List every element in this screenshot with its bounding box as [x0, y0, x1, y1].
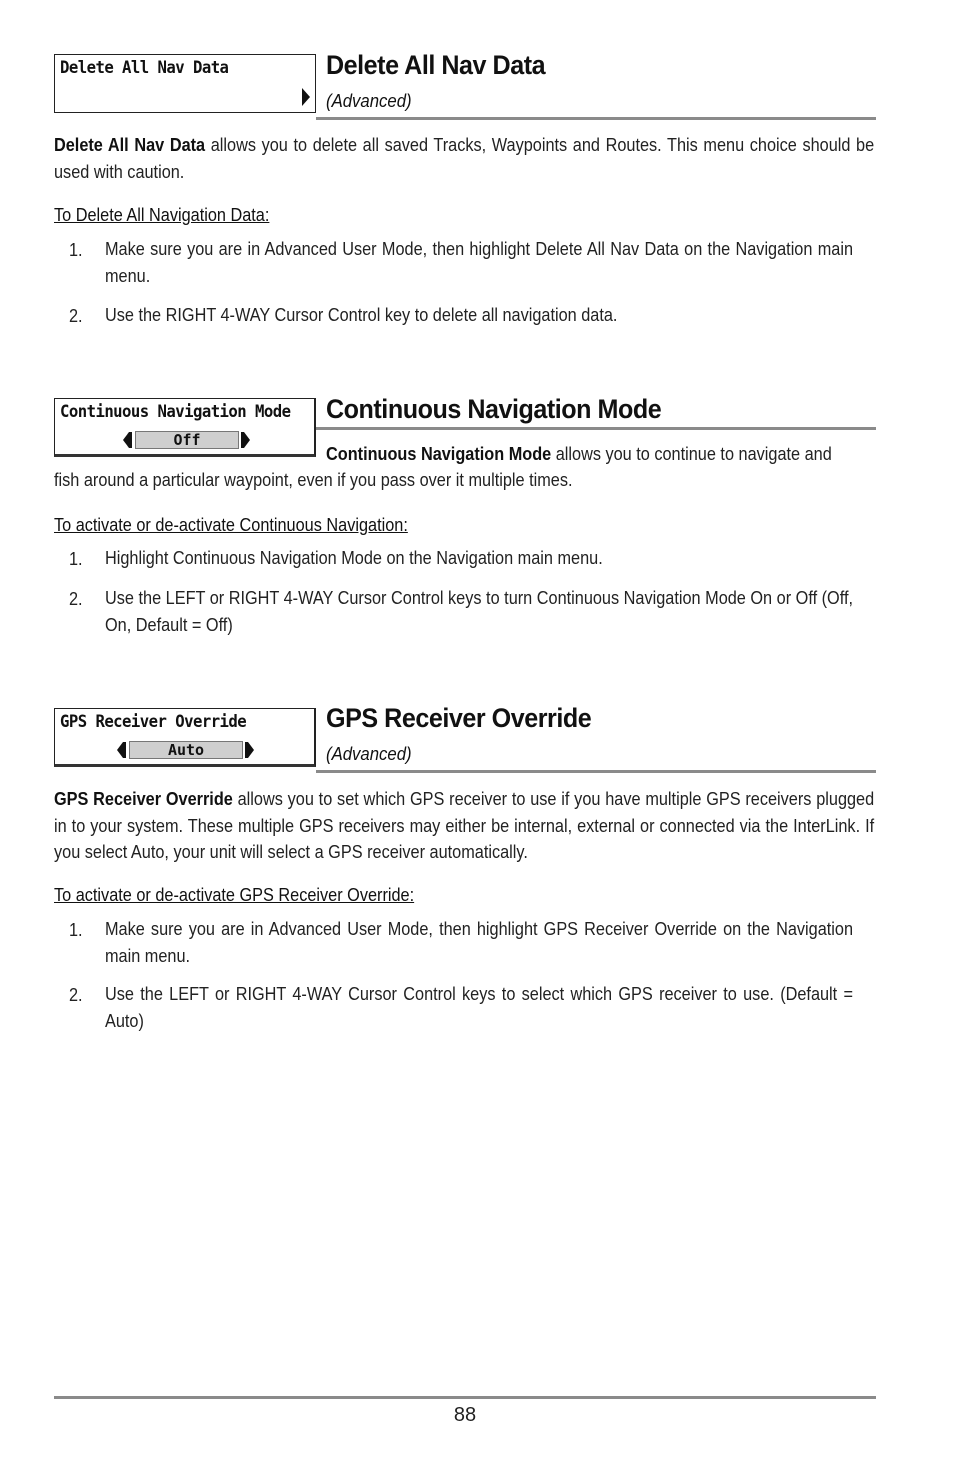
- right-arrow-icon[interactable]: [248, 742, 254, 758]
- description-body: allows you to delete all saved Tracks, Waypoints and Routes. This menu choice should be used with caution.: [54, 134, 875, 182]
- procedure-title: To activate or de-activate Continuous Navigation:: [54, 514, 408, 535]
- selected-value: Auto: [129, 741, 243, 759]
- step-text: Make sure you are in Advanced User Mode, then highlight Delete All Nav Data on the Navigation main menu.: [105, 238, 853, 286]
- heading-rule: [316, 117, 876, 120]
- section-description: [326, 441, 876, 468]
- step-number: 1.: [69, 548, 83, 569]
- right-arrow-icon[interactable]: [244, 432, 250, 448]
- section-description-continued: fish around a particular waypoint, even if you pass over it multiple times.: [54, 469, 573, 490]
- section-title-continuous-navigation-mode: Continuous Navigation Mode: [326, 394, 662, 424]
- procedure-title: To activate or de-activate GPS Receiver Override:: [54, 884, 415, 905]
- left-arrow-bar: [123, 742, 126, 758]
- section-title-gps-receiver-override: GPS Receiver Override: [326, 703, 592, 733]
- delete-all-nav-data-menu-item[interactable]: [54, 54, 316, 113]
- step-text: Use the RIGHT 4-WAY Cursor Control key to delete all navigation data.: [105, 304, 618, 325]
- continuous-navigation-mode-menu-item[interactable]: [54, 398, 316, 457]
- step-number: 2.: [69, 305, 83, 326]
- right-arrow-icon: [302, 88, 310, 106]
- advanced-label: (Advanced): [326, 91, 412, 111]
- description-body: allows you to set which GPS receiver to use if you have multiple GPS receivers plugged in to your system. These multiple GPS receivers may either be internal, external or connected via the InterLink. If you select Auto, your unit will select a GPS receiver automatically.: [54, 788, 875, 862]
- selected-value: Off: [135, 431, 239, 449]
- page-number: 88: [453, 1404, 477, 1426]
- footer-rule: [54, 1396, 876, 1399]
- left-arrow-bar: [129, 432, 132, 448]
- step-number: 1.: [69, 239, 83, 260]
- section-title-delete-all-nav-data: Delete All Nav Data: [326, 50, 546, 80]
- menu-item-label: GPS Receiver Override: [60, 712, 247, 732]
- value-selector[interactable]: [123, 431, 253, 449]
- step-text: Use the LEFT or RIGHT 4-WAY Cursor Control keys to turn Continuous Navigation Mode On or Off (Off, On, Default = Off): [105, 587, 853, 635]
- procedure-title: To Delete All Navigation Data:: [54, 204, 270, 225]
- step-number: 2.: [69, 588, 83, 609]
- step-text: Make sure you are in Advanced User Mode, then highlight GPS Receiver Override on the Navigation main menu.: [105, 918, 853, 966]
- description-body: allows you to continue to navigate and: [551, 443, 832, 464]
- step-number: 1.: [69, 919, 83, 940]
- section-description: [54, 132, 874, 185]
- step-number: 2.: [69, 984, 83, 1005]
- menu-item-label: Continuous Navigation Mode: [60, 402, 291, 422]
- menu-item-label: Delete All Nav Data: [60, 58, 229, 78]
- step-text: Highlight Continuous Navigation Mode on the Navigation main menu.: [105, 547, 603, 568]
- description-term: Continuous Navigation Mode: [326, 443, 552, 464]
- advanced-label: (Advanced): [326, 744, 412, 764]
- section-description: [54, 786, 874, 866]
- heading-rule: [316, 427, 876, 430]
- description-term: GPS Receiver Override: [54, 788, 233, 809]
- heading-rule: [316, 770, 876, 773]
- value-selector[interactable]: [117, 741, 257, 759]
- step-text: Use the LEFT or RIGHT 4-WAY Cursor Control keys to select which GPS receiver to use. (Default = Auto): [105, 983, 853, 1031]
- description-term: Delete All Nav Data: [54, 134, 206, 155]
- gps-receiver-override-menu-item[interactable]: [54, 708, 316, 767]
